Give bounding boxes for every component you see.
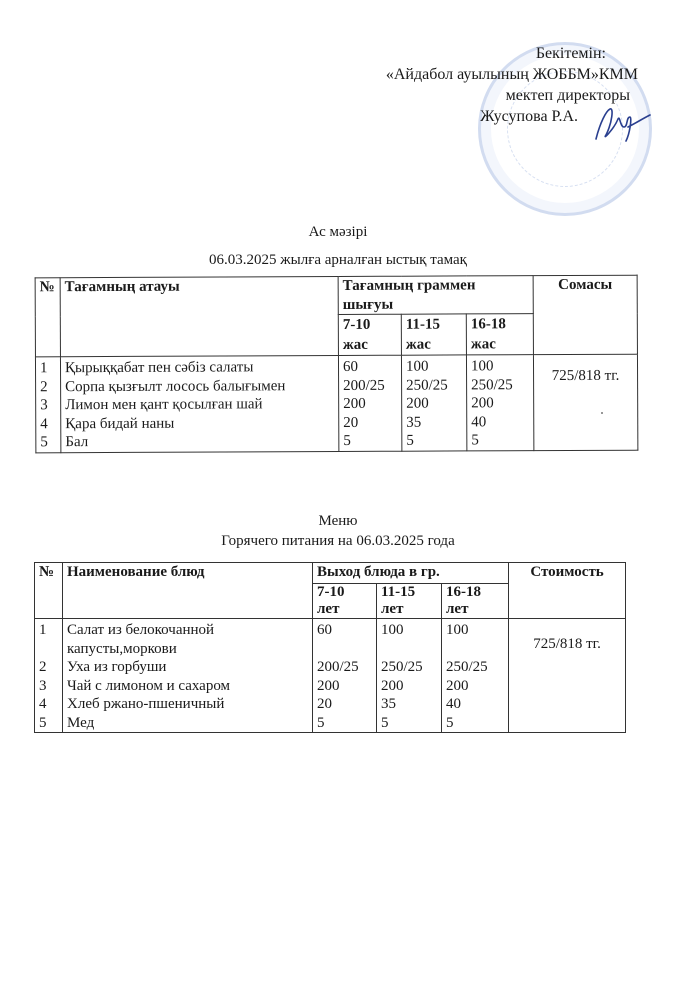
header-price: Сомасы	[533, 275, 637, 354]
row-values-age-7-10: 60 200/25 200 20 5	[338, 355, 401, 451]
table-row	[35, 619, 626, 733]
header-age-16-18: 16-18 жас	[466, 314, 533, 355]
table-row	[35, 354, 637, 452]
menu-ru-subtitle: Горячего питания на 06.03.2025 года	[221, 533, 455, 549]
approval-position: мектеп директоры	[505, 87, 630, 104]
menu-ru-title: Меню	[318, 513, 358, 529]
header-output: Тағамның граммен шығуы	[338, 276, 533, 315]
menu-ru-table	[34, 562, 626, 733]
approval-heading: Бекітемін:	[535, 45, 606, 62]
row-numbers: 1 2 3 4 5	[35, 357, 60, 453]
scan-speck	[601, 412, 603, 414]
menu-kz-subtitle: 06.03.2025 жылға арналған ыстық тамақ	[209, 252, 467, 268]
signature-icon	[592, 105, 652, 145]
row-values-age-11-15: 100 250/25 200 35 5	[401, 355, 466, 451]
header-num: №	[35, 278, 60, 357]
header-dish-name: Тағамның атауы	[60, 276, 338, 356]
price-cell	[533, 354, 637, 450]
row-values-age-11-15: 100 250/25 200 35 5	[377, 619, 442, 733]
row-dish-names: Қырыққабат пен сәбіз салаты Сорпа қызғылт лосось балығымен Лимон мен қант қосылған шай Қара бидай наны Бал	[60, 355, 338, 452]
header-output: Выход блюда в гр.	[313, 563, 509, 584]
header-age-7-10: 7-10 лет	[313, 584, 377, 619]
header-num: №	[35, 563, 63, 619]
menu-kz-title: Ас мәзірі	[308, 224, 368, 240]
row-values-age-7-10: 60 200/25 200 20 5	[313, 619, 377, 733]
row-dish-names: Салат из белокочанной капусты,моркови Уха из горбуши Чай с лимоном и сахаром Хлеб ржано-пшеничный Мед	[63, 619, 313, 733]
row-values-age-16-18: 100 250/25 200 40 5	[466, 355, 533, 451]
row-values-age-16-18: 100 250/25 200 40 5	[442, 619, 509, 733]
header-age-16-18: 16-18 лет	[442, 584, 509, 619]
header-price: Стоимость	[509, 563, 626, 619]
row-numbers: 1 2 3 4 5	[35, 619, 63, 733]
header-age-11-15: 11-15 лет	[377, 584, 442, 619]
price-value: 725/818 тг.	[551, 367, 620, 385]
menu-kz-table	[35, 275, 639, 453]
header-dish-name: Наименование блюд	[63, 563, 313, 619]
price-value: 725/818 тг.	[533, 636, 601, 652]
price-cell	[509, 619, 626, 733]
header-age-11-15: 11-15 жас	[401, 314, 466, 355]
header-age-7-10: 7-10 жас	[338, 314, 401, 355]
approval-director-name: Жусупова Р.А.	[480, 108, 578, 125]
approval-organization: «Айдабол ауылының ЖОББМ»КММ	[385, 66, 638, 83]
